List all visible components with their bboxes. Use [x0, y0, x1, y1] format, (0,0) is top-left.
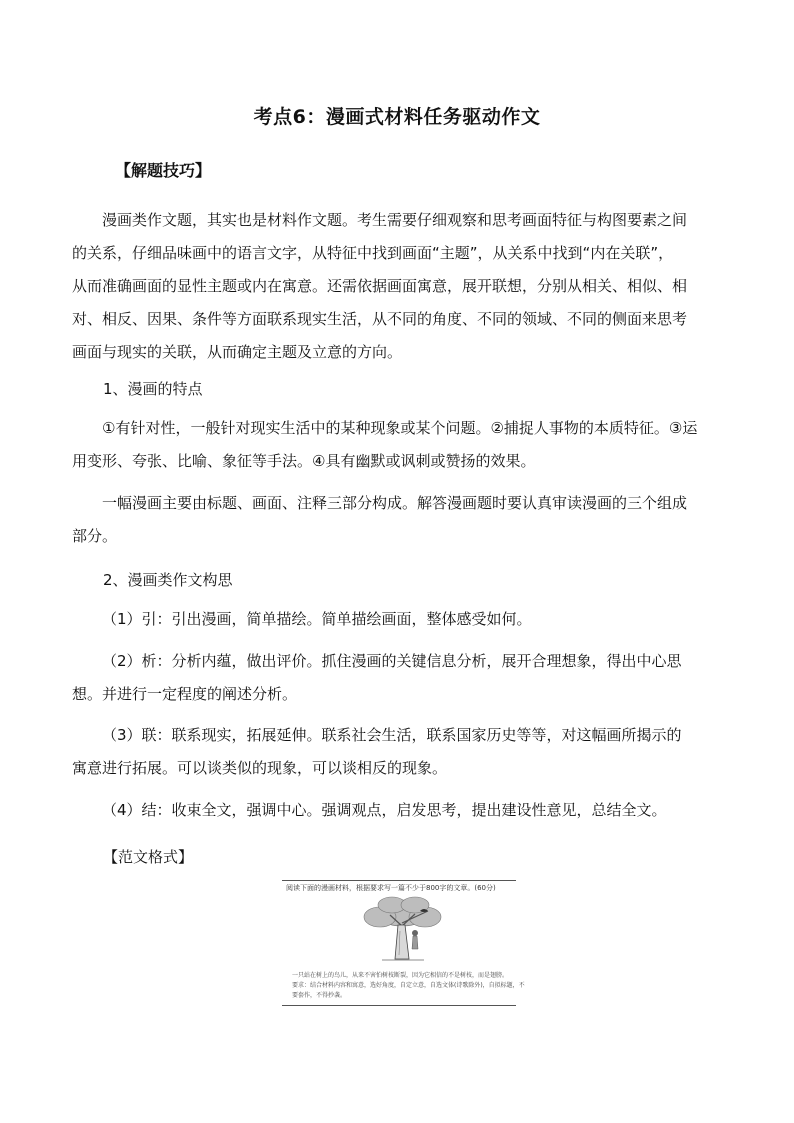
text-line: 想。并进行一定程度的阐述分析。: [72, 685, 298, 703]
step-introduce: [72, 603, 724, 636]
subheading-features: 1、漫画的特点: [103, 380, 203, 398]
figure-prompt: 阅读下面的漫画材料，根据要求写一篇不少于800字的文章。(60分): [286, 884, 496, 892]
text-line: （1）引：引出漫画，简单描绘。简单描绘画面，整体感受如何。: [102, 610, 532, 628]
step-connect: [72, 719, 724, 785]
text-line: ①有针对性，一般针对现实生活中的某种现象或某个问题。②捕捉人事物的本质特征。③运: [102, 419, 698, 437]
text-line: （2）析：分析内蕴，做出评价。抓住漫画的关键信息分析，展开合理想象，得出中心思: [102, 652, 682, 670]
text-line: （3）联：联系现实，拓展延伸。联系社会生活，联系国家历史等等，对这幅画所揭示的: [102, 726, 682, 744]
text-line: （4）结：收束全文，强调中心。强调观点，启发思考，提出建设性意见，总结全文。: [102, 801, 667, 819]
paragraph-structure: [72, 487, 724, 553]
text-line: 从而准确画面的显性主题或内在寓意。还需依据画面寓意，展开联想，分别从相关、相似、相: [72, 277, 688, 295]
paragraph-features: [72, 412, 724, 478]
text-line: 寓意进行拓展。可以谈类似的现象，可以谈相反的现象。: [72, 759, 448, 777]
section-heading-techniques: 【解题技巧】: [115, 161, 212, 180]
caption-line: 要求：结合材料内容和寓意，选好角度，自定立意，自选文体(诗歌除外)，自拟标题，不: [292, 982, 525, 989]
section-heading-sample-format: 【范文格式】: [103, 848, 194, 866]
text-line: 漫画类作文题，其实也是材料作文题。考生需要仔细观察和思考画面特征与构图要素之间: [102, 211, 688, 229]
text-line: 一幅漫画主要由标题、画面、注释三部分构成。解答漫画题时要认真审读漫画的三个组成: [102, 494, 688, 512]
subheading-conception: 2、漫画类作文构思: [103, 571, 233, 589]
text-line: 对、相反、因果、条件等方面联系现实生活，从不同的角度、不同的领域、不同的侧面来思考: [72, 310, 688, 328]
paragraph-intro: [72, 204, 724, 369]
figure-caption: [292, 971, 525, 1001]
caption-line: 要套作，不得抄袭。: [292, 992, 347, 999]
step-conclude: [72, 794, 724, 827]
text-line: 用变形、夸张、比喻、象征等手法。④具有幽默或讽刺或赞扬的效果。: [72, 452, 536, 470]
page-title: 考点6：漫画式材料任务驱动作文: [253, 106, 541, 128]
step-analyze: [72, 645, 724, 711]
comic-material-figure: [282, 880, 525, 1006]
text-line: 部分。: [72, 527, 118, 545]
text-line: 的关系，仔细品味画中的语言文字，从特征中找到画面“主题”，从关系中找到“内在关联”，: [72, 244, 674, 262]
text-line: 画面与现实的关联，从而确定主题及立意的方向。: [72, 343, 403, 361]
caption-line: 一只站在树上的鸟儿，从来不害怕树枝断裂，因为它相信的不是树枝，而是翅膀。: [292, 972, 509, 979]
